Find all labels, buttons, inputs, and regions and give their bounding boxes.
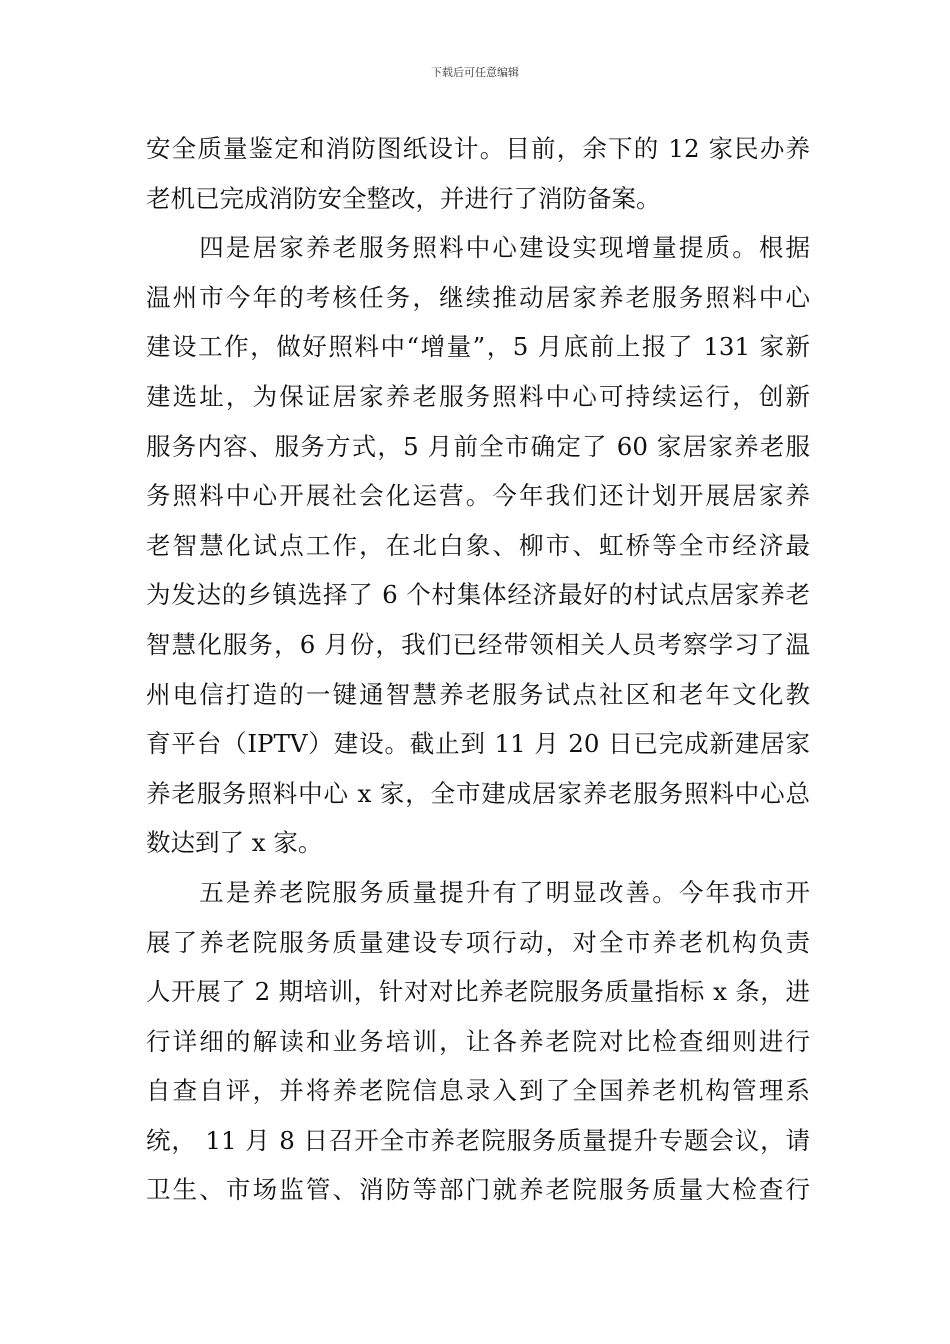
text-line: 数达到了 x 家。: [146, 828, 323, 858]
page-header: 下载后可任意编辑: [431, 66, 519, 79]
text-line: 养老服务照料中心 x 家，全市建成居家养老服务照料中心总: [146, 778, 810, 808]
text-line: 州电信打造的一键通智慧养老服务试点社区和老年文化教: [146, 679, 810, 709]
text-line: 智慧化服务，6 月份，我们已经带领相关人员考察学习了温: [146, 629, 810, 659]
text-line: 为发达的乡镇选择了 6 个村集体经济最好的村试点居家养老: [146, 580, 810, 610]
text-line: 服务内容、服务方式，5 月前全市确定了 60 家居家养老服: [146, 431, 810, 461]
text-line: 展了养老院服务质量建设专项行动，对全市养老机构负责: [146, 927, 810, 957]
text-line: 统， 11 月 8 日召开全市养老院服务质量提升专题会议，请: [146, 1125, 810, 1155]
text-line: 行详细的解读和业务培训，让各养老院对比检查细则进行: [146, 1026, 810, 1056]
text-line: 建设工作，做好照料中“增量”，5 月底前上报了 131 家新: [146, 332, 810, 362]
text-line: 老智慧化试点工作，在北白象、柳市、虹桥等全市经济最: [146, 530, 810, 560]
text-line: 卫生、市场监管、消防等部门就养老院服务质量大检查行: [146, 1175, 810, 1205]
text-line: 五是养老院服务质量提升有了明显改善。今年我市开: [146, 877, 810, 907]
text-line: 老机已完成消防安全整改，并进行了消防备案。: [146, 183, 661, 213]
text-line: 务照料中心开展社会化运营。今年我们还计划开展居家养: [146, 481, 810, 511]
text-line: 自查自评，并将养老院信息录入到了全国养老机构管理系: [146, 1076, 810, 1106]
document-body: [146, 124, 810, 1215]
text-line: 人开展了 2 期培训，针对对比养老院服务质量指标 x 条，进: [146, 977, 810, 1007]
text-line: 四是居家养老服务照料中心建设实现增量提质。根据: [146, 233, 810, 263]
text-line: 温州市今年的考核任务，继续推动居家养老服务照料中心: [146, 282, 810, 312]
text-line: 育平台（IPTV）建设。截止到 11 月 20 日已完成新建居家: [146, 729, 810, 759]
text-line: 安全质量鉴定和消防图纸设计。目前，余下的 12 家民办养: [146, 134, 810, 163]
text-line: 建选址，为保证居家养老服务照料中心可持续运行，创新: [146, 381, 810, 411]
